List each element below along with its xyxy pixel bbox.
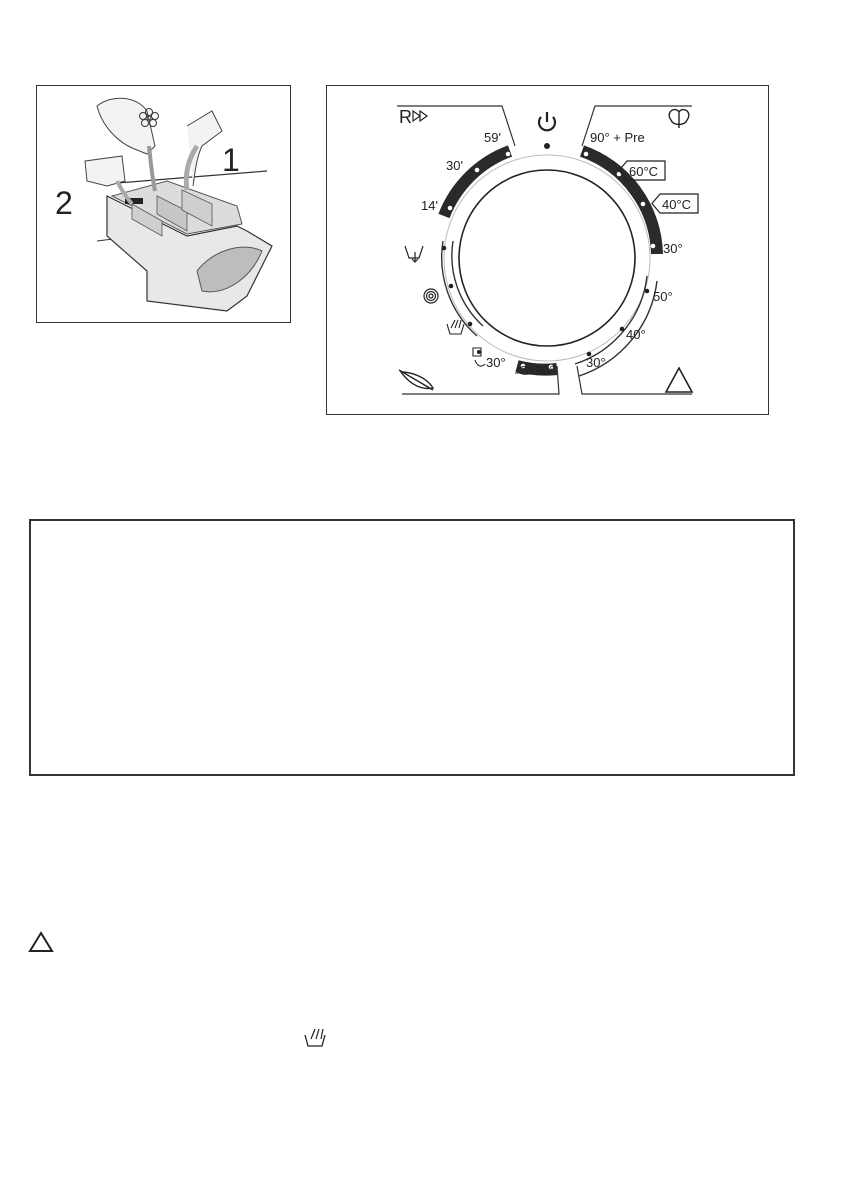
label-60c: 60°C bbox=[629, 164, 659, 179]
program-dial-diagram bbox=[326, 85, 769, 415]
notice-box bbox=[29, 519, 795, 776]
label-30-handwash: 30° bbox=[486, 355, 506, 370]
svg-text:R: R bbox=[399, 107, 412, 127]
cotton-icon bbox=[669, 110, 689, 128]
rapid-icon bbox=[399, 107, 427, 127]
synthetics-icon bbox=[666, 368, 692, 392]
label-50: 50° bbox=[653, 289, 673, 304]
label-30-wool: 30° bbox=[535, 363, 555, 378]
handwash-icon bbox=[473, 348, 485, 366]
detergent-drawer-illustration bbox=[36, 85, 291, 323]
dial-drawing bbox=[327, 86, 768, 414]
compartment-1-label: 1 bbox=[222, 142, 240, 178]
label-59: 59' bbox=[484, 130, 501, 145]
spin-icon bbox=[424, 289, 438, 303]
label-30-cotton: 30° bbox=[663, 241, 683, 256]
label-30-synthetic: 30° bbox=[586, 355, 606, 370]
program-knob bbox=[459, 170, 635, 346]
synthetics-triangle-icon bbox=[27, 930, 55, 959]
label-40: 40° bbox=[626, 327, 646, 342]
compartment-2-label: 2 bbox=[55, 185, 73, 221]
delicate-feather-icon bbox=[399, 370, 433, 390]
label-30-min: 30' bbox=[446, 158, 463, 173]
indicator-light bbox=[544, 143, 550, 149]
label-40c: 40°C bbox=[662, 197, 692, 212]
drain-icon bbox=[405, 246, 423, 262]
rinse-icon bbox=[447, 320, 464, 334]
power-icon bbox=[539, 112, 555, 130]
drawer-drawing bbox=[37, 86, 290, 322]
label-14: 14' bbox=[421, 198, 438, 213]
label-90-pre: 90° + Pre bbox=[590, 130, 645, 145]
rinse-icon bbox=[300, 1027, 330, 1054]
